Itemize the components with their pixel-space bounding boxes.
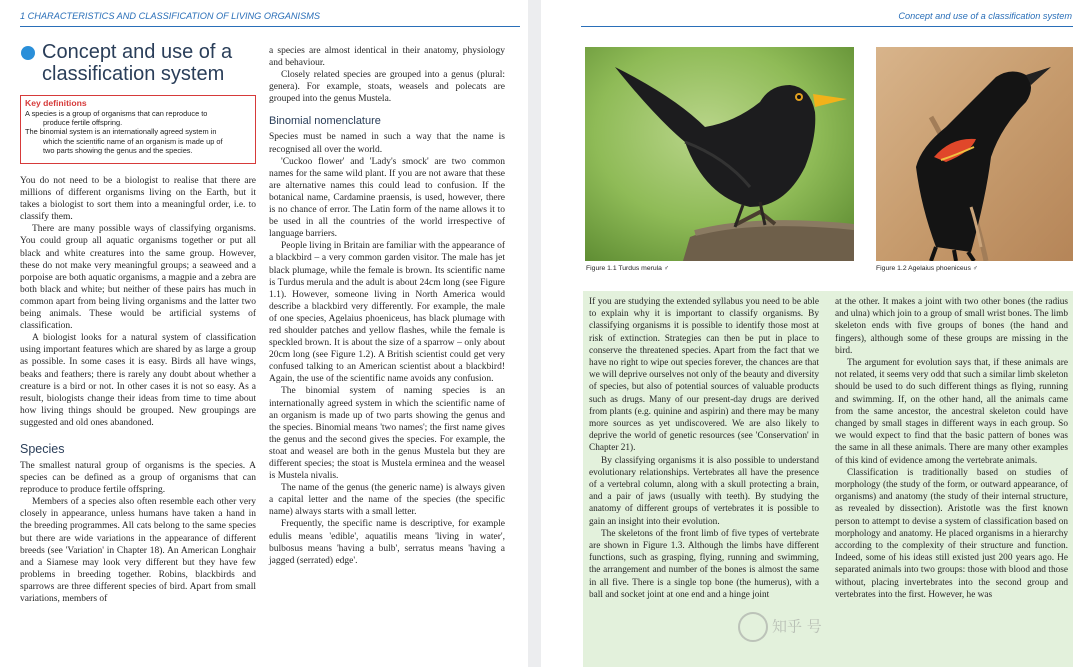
left-page [0, 0, 528, 667]
definition-line: produce fertile offspring. [43, 118, 123, 128]
definition-line: two parts showing the genus and the species. [43, 145, 193, 155]
running-header: Concept and use of a classification system [898, 11, 1072, 21]
paragraph: A biologist looks for a natural system of classification using important features which are shared by as large a group as possible. In some cases it is easy. Birds all have wings, beaks and feathers; there is rarely any doubt about whether a creature is a bird or not. In other cases it is not so easy. As a result, biologists change their ideas from time to time about how living things should be grouped. New groupings are suggested and old ones abandoned. [20, 333, 256, 428]
header-rule [20, 26, 520, 27]
header-rule [581, 26, 1073, 27]
binomial-heading: Binomial nomenclature [269, 115, 381, 128]
definition-line: The binomial system is an internationally agreed system in [25, 127, 217, 137]
definition-line: A species is a group of organisms that can reproduce to [25, 109, 208, 118]
paragraph: Members of a species also often resemble each other very closely in appearance, unless humans have taken a hand in the breeding programmes. All cats belong to the same species but there are wide variations in the appearance of different breeds (see 'Variation' in Chapter 18). An American Longhair and a Siamese may look very different but they have few problems in breeding together. Robins, blackbirds and sparrows are three different species of bird. Apart from small variations, members of [20, 497, 256, 604]
section-title: Concept and use of a classification system [42, 41, 233, 85]
key-definitions-title: Key definitions [25, 98, 87, 108]
watermark [738, 612, 838, 646]
key-definitions-box [20, 95, 256, 164]
paragraph: There are many possible ways of classifying organisms. You could group all aquatic organisms together or put all black and white creatures into the same group. However, these do not make very meaningful groups; a seaweed and a porpoise are both aquatic organisms, a magpie and a zebra are both black and white; but neither of these pairs has much in common apart from being living organisms and the latter two being animals. These would be artificial systems of classification. [20, 224, 256, 332]
paragraph: By classifying organisms it is also possible to understand evolutionary relationships. Vertebrates all have the presence of a vertebral column, along with a skull protecting a brain, and a pair of jaws (usually with teeth). By studying the anatomy of different groups of vertebrates it is possible to gain an insight into their evolution. [589, 455, 819, 527]
chapter-header: 1 CHARACTERISTICS AND CLASSIFICATION OF LIVING ORGANISMS [20, 11, 321, 21]
definition-line: which the scientific name of an organism is made up of [43, 136, 223, 146]
paragraph: at the other. It makes a joint with two other bones (the radius and ulna) which join to a group of small wrist bones. The limb skeleton ends with five groups of bones (the hand and fingers), although some of these groups are missing in the bird. [835, 297, 1068, 356]
paragraph: 'Cuckoo flower' and 'Lady's smock' are two common names for the same wild plant. If you are not aware that these are alternative names this could lead to confusion. If the botanical name, Cardamine praensis, is used, however, there is no chance of error. The Latin form of the name allows it to be used in all the countries of the world irrespective of language barriers. [269, 156, 505, 240]
paragraph: You do not need to be a biologist to realise that there are millions of different organisms living on the Earth, but it takes a biologist to sort them into a meaningful order, i.e. to classify them. [20, 176, 256, 223]
extended-column-1 [589, 296, 819, 601]
figure-1-1-caption: Figure 1.1 Turdus merula ♂ [586, 265, 669, 272]
figure-1-2-red-winged-blackbird-photo [876, 47, 1073, 261]
watermark-logo-icon [738, 612, 768, 642]
watermark-text: 知乎 号 [772, 617, 822, 636]
species-heading: Species [20, 441, 65, 456]
paragraph: Closely related species are grouped into a genus (plural: genera). For example, stoats, weasels and polecats are grouped into the genus Mustela. [269, 70, 505, 105]
left-column-2 [269, 45, 505, 567]
paragraph: If you are studying the extended syllabus you need to be able to explain why it is important to classify organisms. By classifying organisms it is possible to identify those most at risk of extinction. Strategies can then be put in place to conserve the threatened species. Apart from the fact that we have no right to wipe out species forever, the chances are that we will deprive ourselves not only of the beauty and diversity of species, but also of potential sources of valuable products such as drugs. Many of our present-day drugs are derived from plants (e.g. quinine and aspirin) and there may be many more sources as yet undiscovered. We are also likely to deprive the world of genetic resources (see 'Conservation' in Chapter 21). [589, 297, 819, 454]
paragraph: The smallest natural group of organisms is the species. A species can be defined as a group of organisms that can reproduce to produce fertile offspring. [20, 460, 256, 496]
paragraph: The name of the genus (the generic name) is always given a capital letter and the name of the species (the specific name) always starts with a small letter. [269, 483, 505, 518]
extended-column-2 [835, 296, 1068, 601]
paragraph: The argument for evolution says that, if these animals are not related, it seems very odd that such a similar limb skeleton should be used to do such different things as flying, running and swimming. If, on the other hand, all the animals came from the same ancestor, the ancestral skeleton could have changed by small stages in different ways in each group. So we would expect to find that the basic pattern of bones was the same in all these animals. There are many other examples of this kind of evidence among the vertebrate animals. [835, 358, 1068, 466]
paragraph: The binomial system of naming species is an internationally agreed system in which the scientific name of an organism is made up of two parts showing the genus and the species. Binomial means 'two names'; the first name gives the genus and the second gives the species. For example, the stoat and weasel are both in the genus Mustela but they are different species; the stoat is Mustela erminea and the weasel is Mustela nivalis. [269, 386, 505, 482]
paragraph: People living in Britain are familiar with the appearance of a blackbird – a very common garden visitor. The male has jet black plumage, while the female is brown. Its scientific name is Turdus merula and the adult is about 24cm long (see Figure 1.1). However, someone living in North America would describe a blackbird very differently. For example, the male of one species, Agelaius phoeniceus, has black plumage with red shoulder patches and yellow flashes, while the female is speckled brown. It is about the size of a sparrow – only about 20cm long (see Figure 1.2). A British scientist could get very confused talking to an American scientist about a blackbird! Again, the use of the scientific name avoids any confusion. [269, 241, 505, 385]
paragraph: Species must be named in such a way that the name is recognised all over the world. [269, 132, 505, 155]
figure-1-1-blackbird-photo [585, 47, 854, 261]
paragraph: Classification is traditionally based on studies of morphology (the study of the form, or outward appearance, of organisms) and anatomy (the study of their internal structure, as revealed by dissection). Aristotle was the first known person to attempt to devise a system of classification based on morphology and anatomy. He placed organisms in a hierarchy according to the complexity of their structure and function. Indeed, some of his ideas still existed just 200 years ago. He separated animals into two groups: those with blood and those without, placing invertebrates into the second group and vertebrates into the first. However, he was [835, 467, 1068, 600]
paragraph: a species are almost identical in their anatomy, physiology and behaviour. [269, 46, 505, 69]
left-column-1 [20, 175, 256, 605]
figure-1-2-caption: Figure 1.2 Agelaius phoeniceus ♂ [876, 265, 978, 272]
paragraph: The skeletons of the front limb of five types of vertebrate are shown in Figure 1.3. Although the limbs have different functions, such as grasping, flying, running and swimming, the arrangement and number of the bones is almost the same in all five. There is a single top bone (the humerus), with a ball and socket joint at one end and a hinge joint [589, 528, 819, 600]
paragraph: Frequently, the specific name is descriptive, for example edulis means 'edible', aquatilis means 'living in water', bulbosus means 'having a bulb', serratus means 'having a jagged (serrated) edge'. [269, 519, 505, 566]
